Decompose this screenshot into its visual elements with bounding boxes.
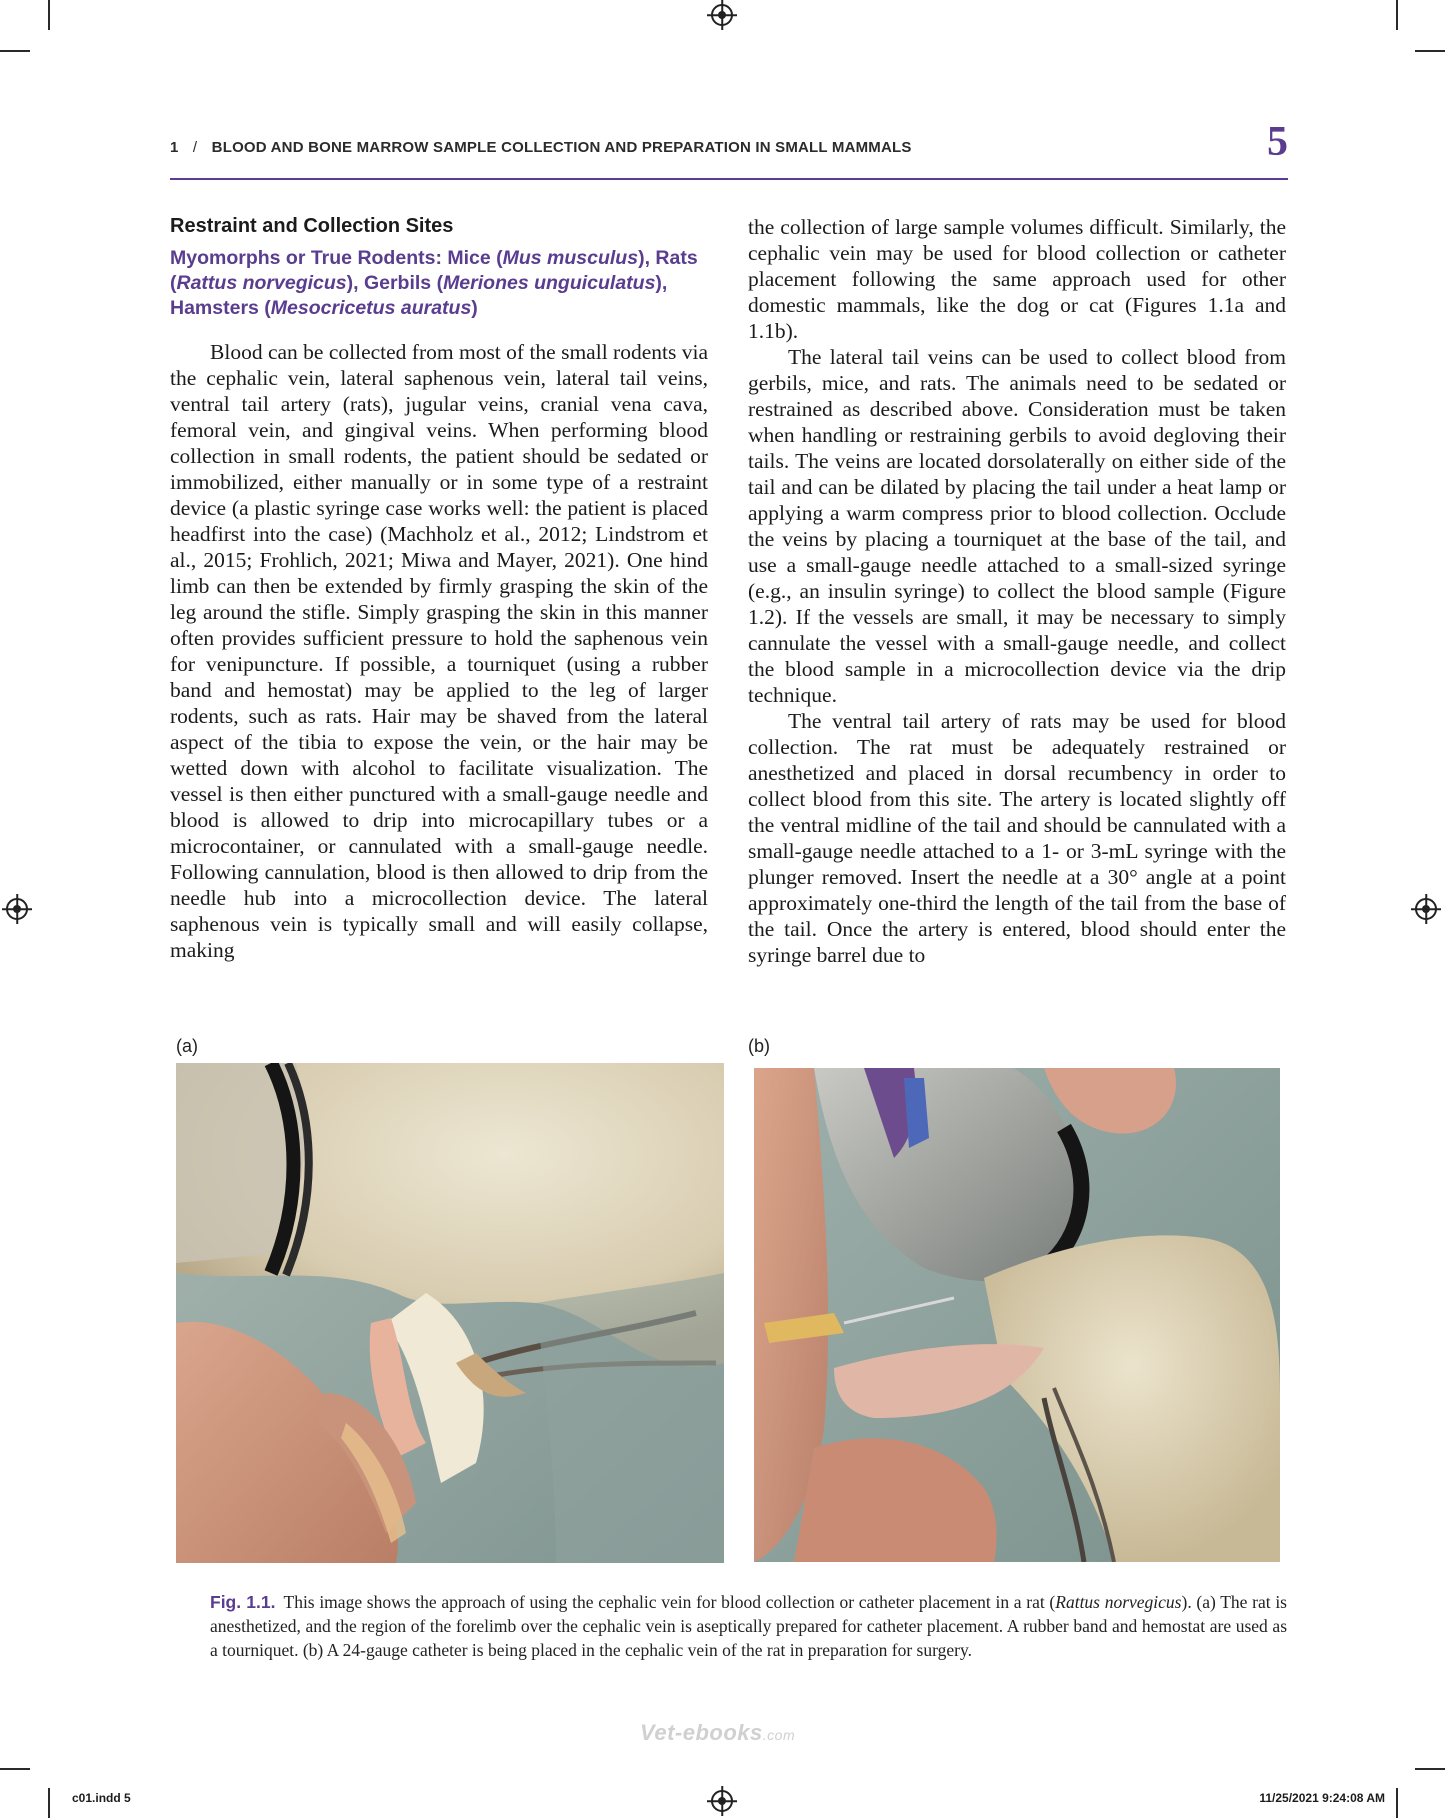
crop-mark [48,0,50,30]
body-paragraph: Blood can be collected from most of the small rodents via the cephalic vein, lateral saphenous vein, lateral tail veins, ventral tail artery (rats), jugular veins, cranial vena cava, femoral vein, and gingival veins. When performing blood collection in small rodents, the patient should be sedated or immobilized, either manually or in some type of a restraint device (a plastic syringe case works well: the patient is placed headfirst into the case) (Machholz et al., 2012; Lindstrom et al., 2015; Frohlich, 2021; Miwa and Mayer, 2021). One hind limb can then be extended by firmly grasping the skin of the leg around the stifle. Simply grasping the skin in this manner often provides sufficient pressure to hold the saphenous vein for venipuncture. If possible, a tourniquet (using a rubber band and hemostat) may be applied to the leg of larger rodents, such as rats. Hair may be shaved from the lateral aspect of the tibia to expose the vein, or the hair may be wetted down with alcohol to facilitate visualization. The vessel is then either punctured with a small-gauge needle and blood is allowed to drip into microcapillary tubes or a microcontainer, or cannulated with a small-gauge needle. Following cannulation, blood is then allowed to drip from the needle hub into a microcollection device. The lateral saphenous vein is typically small and will easily collapse, making [170,340,708,962]
crop-mark [0,1768,30,1770]
figure-label: Fig. 1.1. [210,1592,276,1612]
section-heading: Restraint and Collection Sites [170,215,454,237]
body-paragraph: the collection of large sample volumes difficult. Similarly, the cephalic vein may be used for blood collection or catheter placement following the same approach used for other domestic mammals, like the dog or cat (Figures 1.1a and 1.1b). [748,215,1286,343]
watermark-logo: Vet-ebooks.com [640,1720,796,1745]
crop-mark [1396,0,1398,30]
chapter-number: 1 [170,139,179,156]
crop-mark [0,50,30,52]
slug-timestamp: 11/25/2021 9:24:08 AM [1259,1791,1385,1805]
figure-panel-label-a: (a) [176,1036,198,1056]
page-number: 5 [1267,119,1288,165]
chapter-title: BLOOD AND BONE MARROW SAMPLE COLLECTION AND PREPARATION IN SMALL MAMMALS [211,139,912,156]
body-paragraph: The ventral tail artery of rats may be used for blood collection. The rat must be adequately restrained or anesthetized and placed in dorsal recumbency in order to collect blood from this site. The artery is located slightly off the ventral midline of the tail and should be cannulated with a small-gauge needle attached to a 1- or 3-mL syringe with the plunger removed. Insert the needle at a 30° angle at a point approximately one-third the length of the tail from the base of the tail. Once the artery is entered, blood should enter the syringe barrel due to [748,709,1286,967]
figure-caption: Fig. 1.1. This image shows the approach of using the cephalic vein for blood collection or catheter placement in a rat (Rattus norvegicus). (a) The rat is anesthetized, and the region of the forelimb over the cephalic vein is aseptically prepared for catheter placement. A rubber band and hemostat are used as a tourniquet. (b) A 24-gauge catheter is being placed in the cephalic vein of the rat in preparation for surgery. [210,1592,1287,1660]
slug-file-name: c01.indd 5 [72,1791,131,1805]
subsection-heading: Myomorphs or True Rodents: Mice (Mus musculus), Rats (Rattus norvegicus), Gerbils (Meriones unguiculatus), Hamsters (Mesocricetus auratus) [170,247,698,319]
figure-photo-a [176,1063,724,1563]
running-head-separator: / [192,139,198,156]
crop-mark [1396,1788,1398,1818]
registration-mark-icon [711,1790,733,1812]
crop-mark [1415,50,1445,52]
running-head [170,139,912,156]
left-column [170,214,708,963]
header-rule [170,178,1288,180]
registration-mark-icon [6,898,28,920]
crop-mark [1415,1768,1445,1770]
crop-mark [48,1788,50,1818]
figure-photo-b [754,1068,1280,1562]
right-column [748,214,1286,968]
body-paragraph: The lateral tail veins can be used to collect blood from gerbils, mice, and rats. The animals need to be sedated or restrained as described above. Consideration must be taken when handling or restraining gerbils to avoid degloving their tails. The veins are located dorsolaterally on either side of the tail and can be dilated by placing the tail under a heat lamp or applying a warm compress prior to blood collection. Occlude the veins by placing a tourniquet at the base of the tail, and use a small-gauge needle attached to a small-sized syringe (e.g., an insulin syringe) to collect the blood sample (Figure 1.2). If the vessels are small, it may be necessary to simply cannulate the vessel with a small-gauge needle, and collect the blood sample in a microcollection device via the drip technique. [748,345,1286,707]
registration-mark-icon [1415,898,1437,920]
figure-panel-label-b: (b) [748,1036,770,1056]
registration-mark-icon [711,4,733,26]
